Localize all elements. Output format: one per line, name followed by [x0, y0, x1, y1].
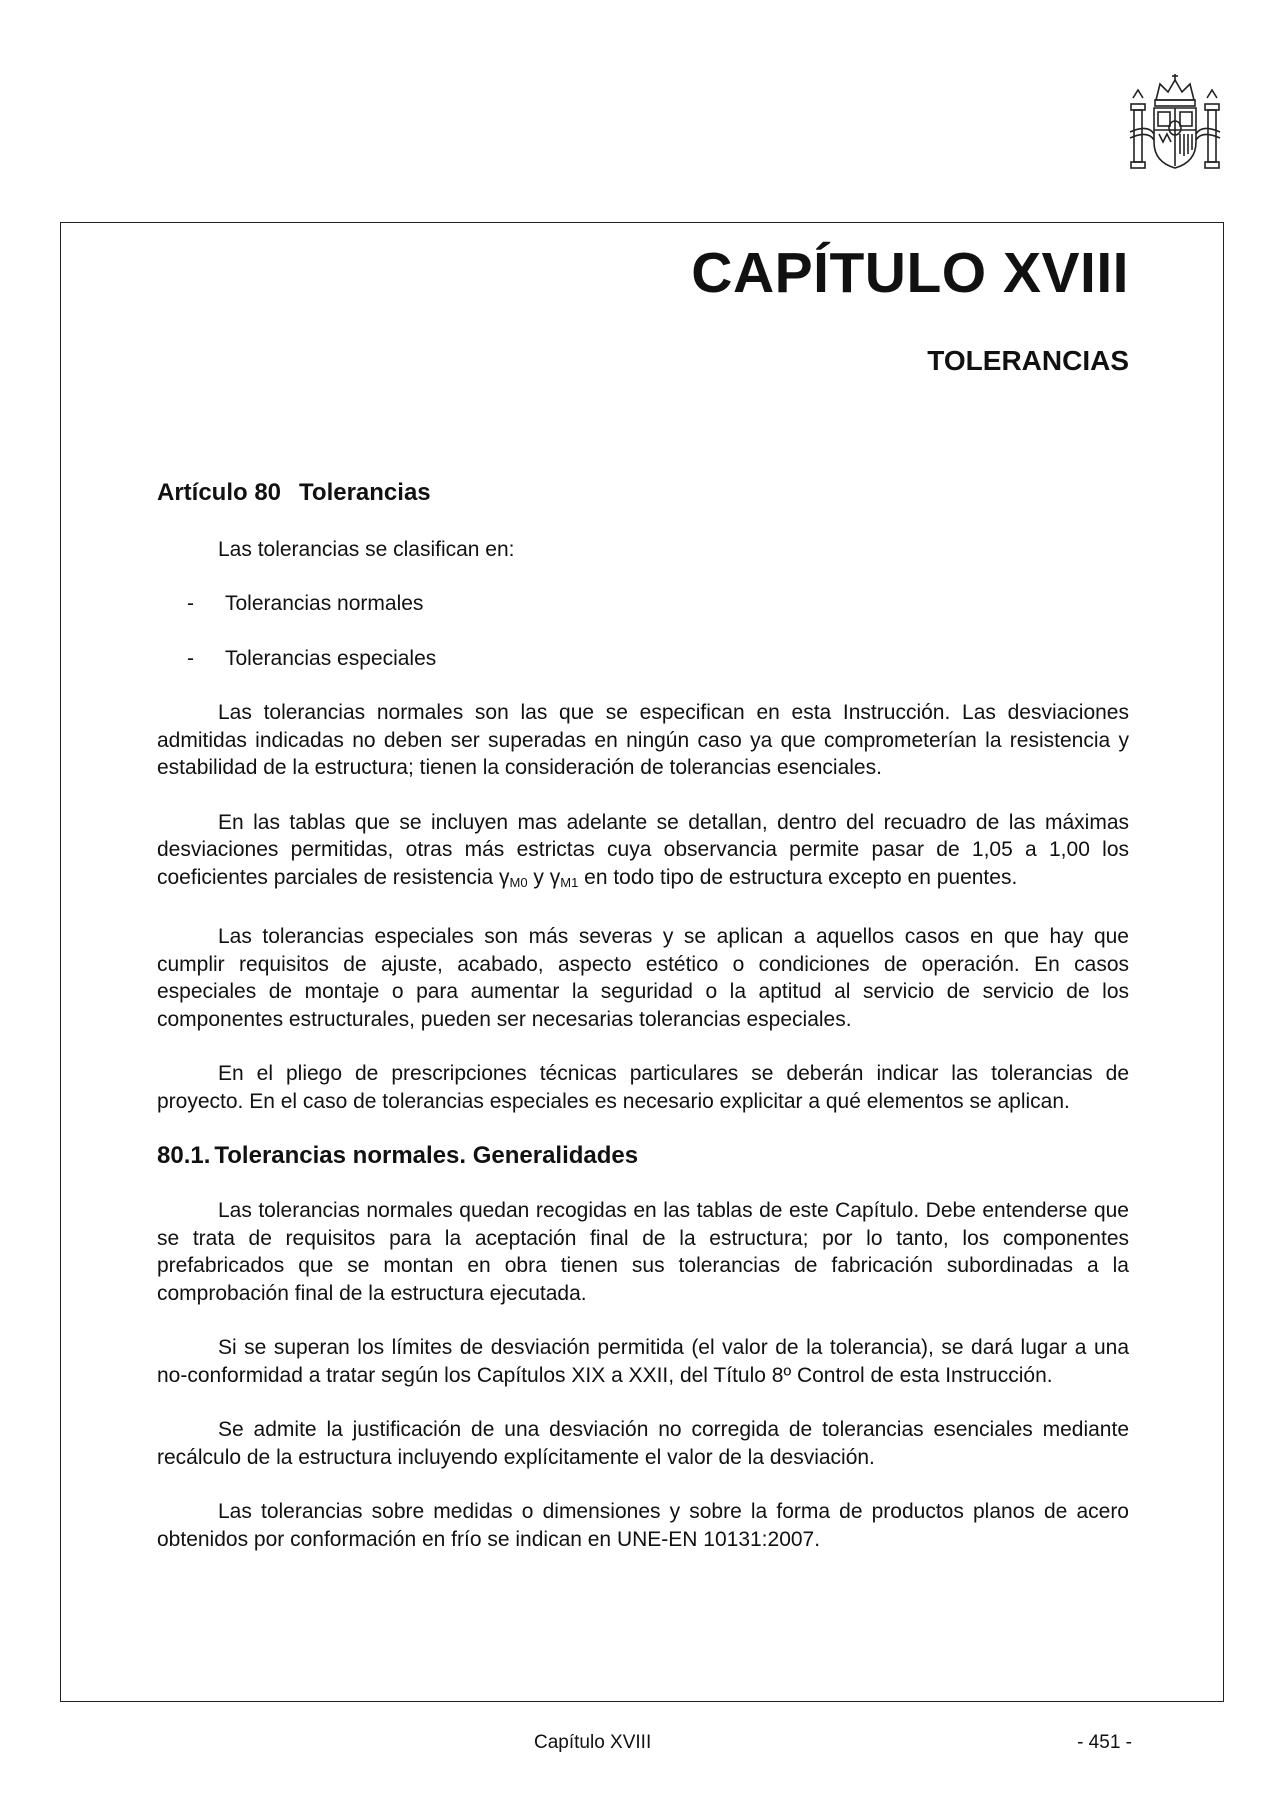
footer-chapter: Capítulo XVIII: [534, 1732, 652, 1753]
article-title: Tolerancias: [299, 479, 431, 506]
section-title: Tolerancias normales. Generalidades: [214, 1142, 639, 1170]
paragraph-strict-tolerances: [157, 809, 1129, 897]
article-number: Artículo 80: [157, 479, 282, 506]
list-item-text: Tolerancias especiales: [225, 646, 437, 670]
article-heading: [157, 479, 1129, 508]
paragraph-special-tolerances: Las tolerancias especiales son más severas y se aplican a aquellos casos en que hay que cumplir requisitos de ajuste, acabado, aspecto estético o condiciones de operación. En casos especiales de montaje o para aumentar la seguridad o la aptitud al servicio de servicio de los componentes estructurales, pueden ser necesarias tolerancias especiales.: [157, 925, 1129, 1031]
paragraph-normal-tolerances: Las tolerancias normales son las que se especifican en esta Instrucción. Las desviaciones admitidas indicadas no deben ser superadas en ningún caso ya que comprometerían la resistencia y estabilidad de la estructura; tienen la consideración de tolerancias esenciales.: [157, 701, 1129, 780]
paragraph-text: En las tablas que se incluyen mas adelante se detallan, dentro del recuadro de las máximas desviaciones permitidas, otras más estrictas cuya observancia permite pasar de 1,05 a 1,00 los coeficientes parciales de resistencia γ: [157, 810, 1129, 889]
chapter-title: CAPÍTULO XVIII: [691, 241, 1129, 305]
chapter-subtitle: TOLERANCIAS: [927, 345, 1129, 376]
page-number: - 451 -: [1077, 1732, 1132, 1753]
list-item-text: Tolerancias normales: [225, 592, 424, 616]
section-paragraph: Se admite la justificación de una desviación no corregida de tolerancias esenciales mediante recálculo de la estructura incluyendo explícitamente el valor de la desviación.: [157, 1418, 1129, 1469]
paragraph-specifications: En el pliego de prescripciones técnicas particulares se deberán indicar las tolerancias de proyecto. En el caso de tolerancias especiales es necesario explicitar a qué elementos se aplican.: [157, 1062, 1129, 1113]
content-frame: [60, 222, 1224, 1702]
paragraph-text: en todo tipo de estructura excepto en puentes.: [578, 865, 1018, 889]
list-item: [157, 645, 1129, 673]
subscript: M0: [509, 874, 528, 890]
section-paragraph: Si se superan los límites de desviación permitida (el valor de la tolerancia), se dará lugar a una no-conformidad a tratar según los Capítulos XIX a XXII, del Título 8º Control de esta Instrucción.: [157, 1336, 1129, 1387]
section-number: 80.1.: [157, 1142, 211, 1170]
list-item: [157, 590, 1129, 618]
article-body: [157, 479, 1129, 1580]
subscript: M1: [560, 874, 579, 890]
intro-paragraph: Las tolerancias se clasifican en:: [218, 537, 515, 561]
paragraph-text: y γ: [527, 865, 561, 889]
section-heading: [157, 1142, 1129, 1171]
bullet-marker: -: [187, 592, 194, 616]
coat-of-arms-icon: [1128, 72, 1222, 174]
section-paragraph: Las tolerancias sobre medidas o dimensiones y sobre la forma de productos planos de acero obtenidos por conformación en frío se indican en UNE-EN 10131:2007.: [157, 1500, 1129, 1551]
section-paragraph: Las tolerancias normales quedan recogidas en las tablas de este Capítulo. Debe entenderse que se trata de requisitos para la aceptación final de la estructura; por lo tanto, los componentes prefabricados que se montan en obra tienen sus tolerancias de fabricación subordinadas a la comprobación final de la estructura ejecutada.: [157, 1199, 1129, 1305]
bullet-marker: -: [187, 646, 194, 670]
